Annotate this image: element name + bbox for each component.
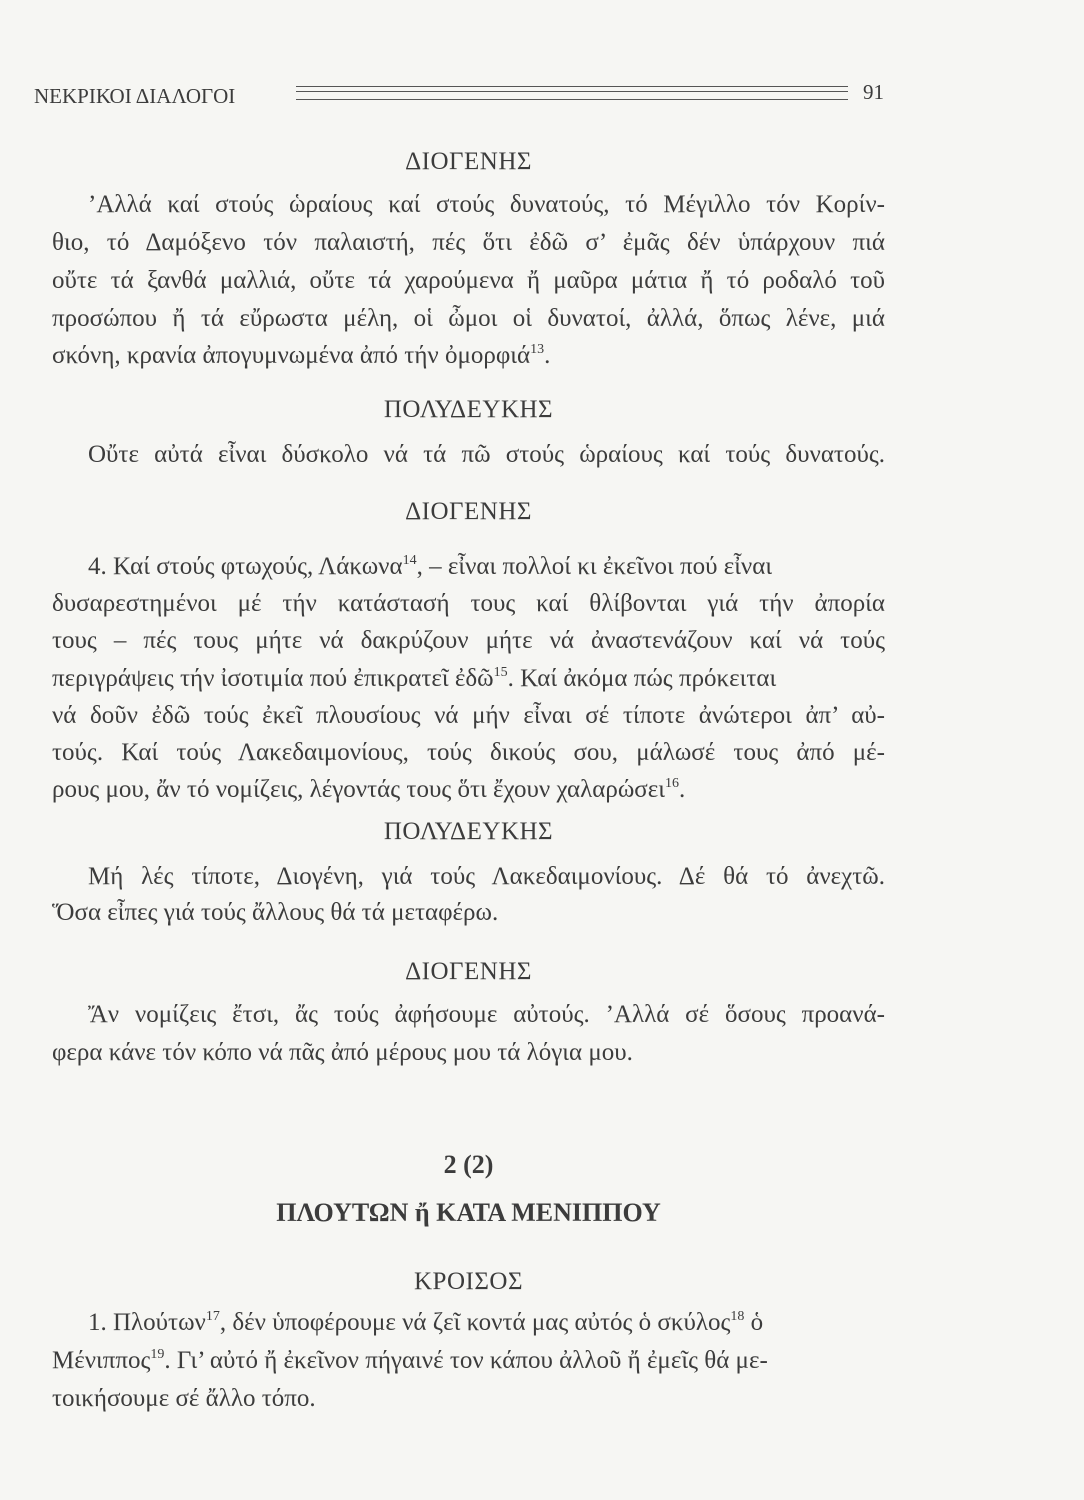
text-line (52, 552, 885, 582)
dialogue-number: 2 (2) (443, 1150, 494, 1179)
speaker-name: ΔΙΟΓΕΝΗΣ (405, 498, 532, 525)
speaker-name: ΚΡΟΙΣΟΣ (414, 1268, 523, 1295)
text-line: οὔτε τά ξανθά μαλλιά, οὔτε τά χαρούμενα ἤ μαῦρα μάτια ἤ τό ροδαλό τοῦ (52, 267, 885, 294)
footnote-ref[interactable]: 14 (402, 553, 417, 568)
header-rule (296, 86, 848, 100)
text-line (52, 664, 885, 694)
running-title: ΝΕΚΡΙΚΟΙ ΔΙΑΛΟΓΟΙ (34, 84, 236, 108)
text-line: φερα κάνε τόν κόπο νά πᾶς ἀπό μέρους μου τά λόγια μου. (52, 1039, 633, 1066)
text: σκόνη, κρανία ἀπογυμνωμένα ἀπό τήν ὀμορφιά (52, 342, 531, 369)
text-line: σκόνη, κρανία ἀπογυμνωμένα ἀπό τήν ὀμορφιά$^{13}$. (52, 342, 551, 369)
text-line: θιο, τό Δαμόξενο τόν παλαιστή, πές ὅτι ἐδῶ σ’ ἐμᾶς δέν ὑπάρχουν πιά (52, 229, 885, 256)
text-line: τους – πές τους μήτε νά δακρύζουν μήτε νά ἀναστενάζουν καί νά τούς (52, 627, 885, 654)
footnote-ref[interactable]: 18 (730, 1309, 745, 1324)
text-line: Οὔτε αὐτά εἶναι δύσκολο νά τά πῶ στούς ὡραίους καί τούς δυνατούς. (88, 441, 885, 468)
speaker-name: ΠΟΛΥΔΕΥΚΗΣ (383, 396, 554, 423)
speaker-name: ΔΙΟΓΕΝΗΣ (405, 148, 532, 175)
text-line: προσώπου ἤ τά εὔρωστα μέλη, οἱ ὦμοι οἱ δυνατοί, ἀλλά, ὅπως λένε, μιά (52, 305, 885, 332)
text: . Καί ἀκόμα πώς πρόκειται (507, 665, 777, 692)
text: . (678, 776, 686, 803)
text: 4. Καί στούς φτωχούς, Λάκωνα (88, 553, 403, 580)
text: . Γι’ αὐτό ἤ ἐκεῖνον πήγαινέ τον κάπου ἀλλοῦ ἤ ἐμεῖς θά με- (164, 1347, 768, 1374)
text: 1. Πλούτων (88, 1309, 206, 1336)
dialogue-title: ΠΛΟΥΤΩΝ ἤ ΚΑΤΑ ΜΕΝΙΠΠΟΥ (276, 1198, 661, 1227)
text-line: Ὅσα εἶπες γιά τούς ἄλλους θά τά μεταφέρω. (52, 899, 499, 926)
text: ρους μου, ἄν τό νομίζεις, λέγοντάς τους ὅτι ἔχουν χαλαρώσει (52, 776, 665, 803)
text-line: Μή λές τίποτε, Διογένη, γιά τούς Λακεδαιμονίους. Δέ θά τό ἀνεχτῶ. (88, 863, 885, 890)
footnote-ref[interactable]: 17 (205, 1309, 220, 1324)
text-line: Ἄν νομίζεις ἔτσι, ἄς τούς ἀφήσουμε αὐτούς. ’Αλλά σέ ὅσους προανά- (88, 1001, 885, 1028)
text-line: τοικήσουμε σέ ἄλλο τόπο. (52, 1385, 316, 1412)
text: , – εἶναι πολλοί κι ἐκεῖνοι πού εἶναι (416, 553, 773, 580)
text-line: ’Αλλά καί στούς ὡραίους καί στούς δυνατούς, τό Μέγιλλο τόν Κορίν- (88, 191, 885, 218)
text-line: τούς. Καί τούς Λακεδαιμονίους, τούς δικούς σου, μάλωσέ τους ἀπό μέ- (52, 739, 885, 766)
text: , δέν ὑποφέρουμε νά ζεῖ κοντά μας αὐτός ὁ σκύλος (219, 1309, 731, 1336)
page-number: 91 (863, 80, 884, 104)
text: περιγράψεις τήν ἰσοτιμία πού ἐπικρατεῖ ἐδῶ (52, 665, 494, 692)
text: ὁ (744, 1309, 764, 1336)
text-line (52, 1346, 885, 1376)
footnote-ref[interactable]: 15 (493, 665, 508, 680)
speaker-name: ΠΟΛΥΔΕΥΚΗΣ (383, 818, 554, 845)
text-line: δυσαρεστημένοι μέ τήν κατάστασή τους καί θλίβονται γιά τήν ἀπορία (52, 590, 885, 617)
text-line (52, 1308, 885, 1338)
text: Μένιππος (52, 1347, 151, 1374)
footnote-ref[interactable]: 16 (664, 776, 679, 791)
text-line: νά δοῦν ἐδῶ τούς ἐκεῖ πλουσίους νά μήν εἶναι σέ τίποτε ἀνώτεροι ἀπ’ αὐ- (52, 702, 885, 729)
running-header (34, 80, 884, 110)
footnote-ref[interactable]: 13 (530, 342, 545, 357)
footnote-ref[interactable]: 19 (150, 1347, 165, 1362)
speaker-name: ΔΙΟΓΕΝΗΣ (405, 958, 532, 985)
text-line (52, 775, 885, 805)
